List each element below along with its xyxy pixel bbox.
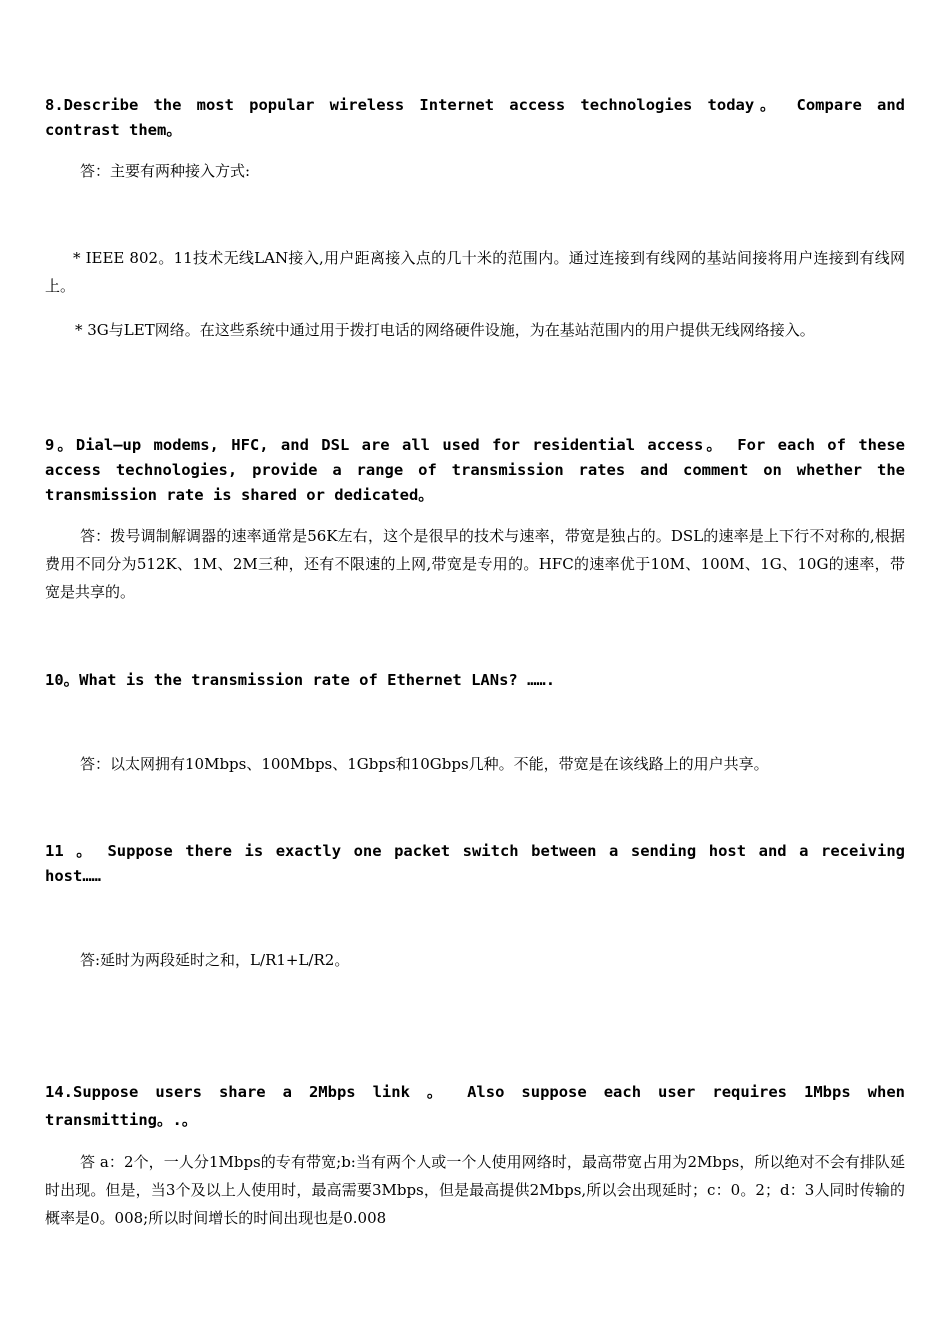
question-8: 8.Describe the most popular wireless Internet access technologies today。 Compare and contrast them。 [45,96,905,139]
answer-11: 答:延时为两段延时之和，L/R1+L/R2。 [80,951,350,969]
question-14: 14.Suppose users share a 2Mbps link 。 Also suppose each user requires 1Mbps when transmitting。.。 [45,1083,905,1129]
question-10: 10。What is the transmission rate of Ethernet LANs? ……. [45,671,556,689]
answer-8-item-2: * 3G与LET网络。在这些系统中通过用于拨打电话的网络硬件设施，为在基站范围内的用户提供无线网络接入。 [75,321,815,339]
question-9: 9。Dial—up modems, HFC, and DSL are all used for residential access。 For each of these access technologies, provide a range of transmission rates and comment on whether the transmission rate is shared or dedicated。 [45,436,905,504]
answer-14: 答 a：2个，一人分1Mbps的专有带宽;b:当有两个人或一个人使用网络时，最高带宽占用为2Mbps，所以绝对不会有排队延时出现。但是，当3个及以上人使用时，最高需要3Mbps，但是最高提供2Mbps,所以会出现延时；c：0。2；d：3人同时传输的概率是0。008;所以时间增长的时间出现也是0.008 [45,1153,905,1227]
answer-8-item-1: * IEEE 802。11技术无线LAN接入,用户距离接入点的几十米的范围内。通过连接到有线网的基站间接将用户连接到有线网上。 [45,249,905,295]
answer-10: 答：以太网拥有10Mbps、100Mbps、1Gbps和10Gbps几种。不能，带宽是在该线路上的用户共享。 [80,755,769,773]
question-11: 11 。 Suppose there is exactly one packet switch between a sending host and a receiving host…… [45,842,905,885]
answer-8-intro: 答：主要有两种接入方式: [80,162,251,180]
answer-9: 答：拨号调制解调器的速率通常是56K左右，这个是很早的技术与速率，带宽是独占的。DSL的速率是上下行不对称的,根据费用不同分为512K、1M、2M三种，还有不限速的上网,带宽是专用的。HFC的速率优于10M、100M、1G、10G的速率，带宽是共享的。 [45,527,905,601]
